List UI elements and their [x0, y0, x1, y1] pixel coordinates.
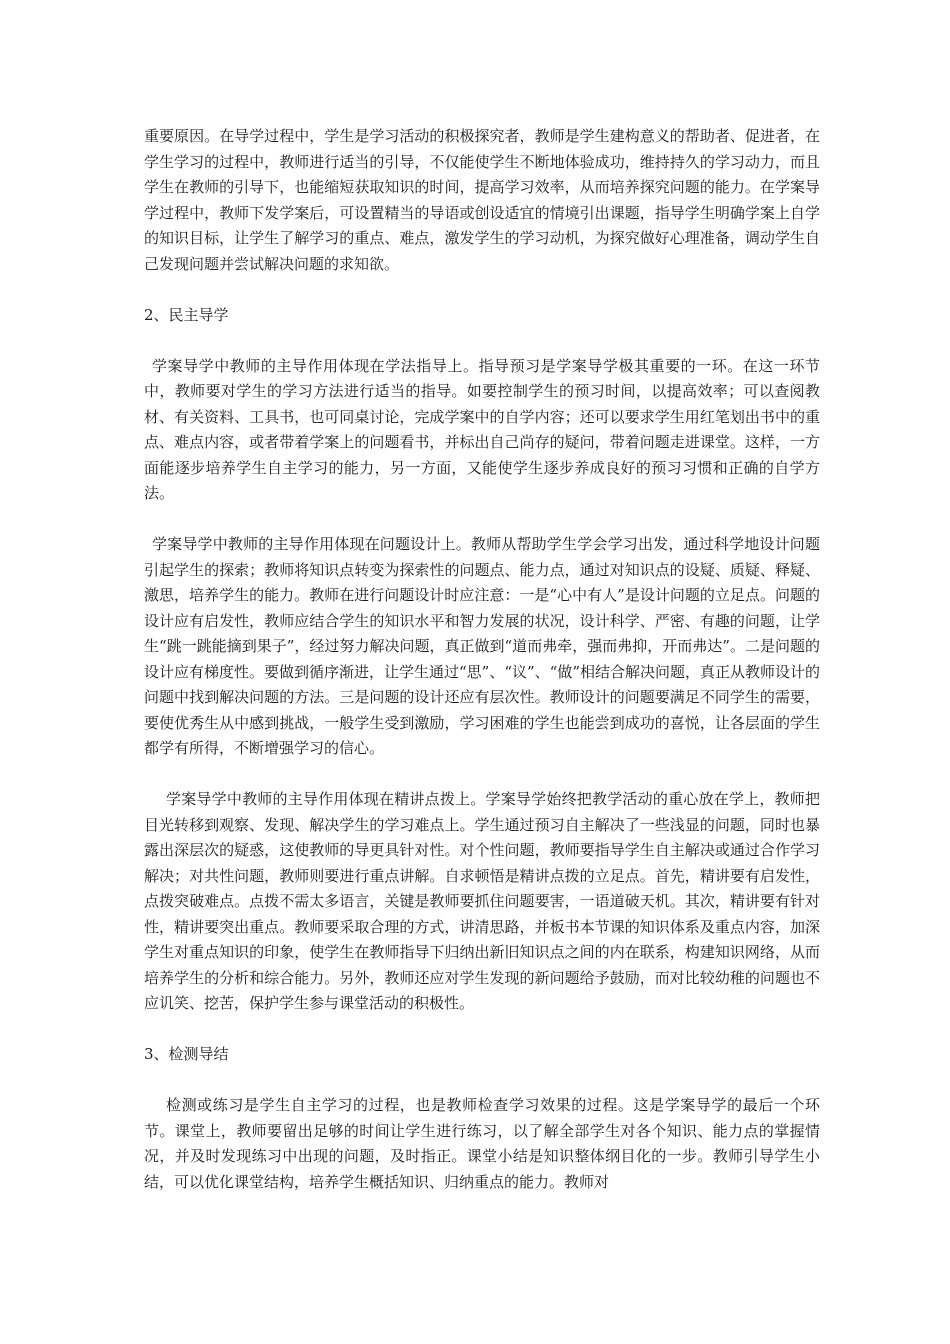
paragraph-spacer	[144, 1017, 820, 1043]
paragraph-spacer	[144, 762, 820, 788]
paragraph-spacer	[144, 277, 820, 303]
paragraph-spacer	[144, 507, 820, 533]
paragraph-4: 学案导学中教师的主导作用体现在精讲点拨上。学案导学始终把教学活动的重心放在学上，教师把目光转移到观察、发现、解决学生的学习难点上。学生通过预习自主解决了一些浅显的问题，同时也暴露出深层次的疑惑，这使教师的导更具针对性。对个性问题，教师要指导学生自主解决或通过合作学习解决；对共性问题，教师则要进行重点讲解。自求顿悟是精讲点拨的立足点。首先，精讲要有启发性，点拨突破难点。点拨不需太多语言，关键是教师要抓住问题要害，一语道破天机。其次，精讲要有针对性，精讲要突出重点。教师要采取合理的方式，讲清思路，并板书本节课的知识体系及重点内容，加深学生对重点知识的印象，使学生在教师指导下归纳出新旧知识点之间的内在联系，构建知识网络，从而培养学生的分析和综合能力。另外，教师还应对学生发现的新问题给予鼓励，而对比较幼稚的问题也不应讥笑、挖苦，保护学生参与课堂活动的积极性。	[144, 790, 820, 1012]
paragraph-spacer	[144, 328, 820, 354]
paragraph-5: 检测或练习是学生自主学习的过程，也是教师检查学习效果的过程。这是学案导学的最后一个环节。课堂上，教师要留出足够的时间让学生进行练习，以了解全部学生对各个知识、能力点的掌握情况，并及时发现练习中出现的问题，及时指正。课堂小结是知识整体纲目化的一步。教师引导学生小结，可以优化课堂结构，培养学生概括知识、归纳重点的能力。教师对	[144, 1096, 820, 1191]
section-heading-2: 2、民主导学	[144, 305, 229, 324]
paragraph-3: 学案导学中教师的主导作用体现在问题设计上。教师从帮助学生学会学习出发，通过科学地设计问题引起学生的探索；教师将知识点转变为探索性的问题点、能力点，通过对知识点的设疑、质疑、释疑、激思，培养学生的能力。教师在进行问题设计时应注意：一是“心中有人”是设计问题的立足点。问题的设计应有启发性，教师应结合学生的知识水平和智力发展的状况，设计科学、严密、有趣的问题，让学生“跳一跳能摘到果子”，经过努力解决问题，真正做到“道而弗牵，强而弗抑，开而弗达”。二是问题的设计应有梯度性。要做到循序渐进，让学生通过“思”、“议”、“做”相结合解决问题，真正从教师设计的问题中找到解决问题的方法。三是问题的设计还应有层次性。教师设计的问题要满足不同学生的需要，要使优秀生从中感到挑战，一般学生受到激励，学习困难的学生也能尝到成功的喜悦，让各层面的学生都学有所得，不断增强学习的信心。	[144, 535, 821, 757]
paragraph-2: 学案导学中教师的主导作用体现在学法指导上。指导预习是学案导学极其重要的一环。在这一环节中，教师要对学生的学习方法进行适当的指导。如要控制学生的预习时间，以提高效率；可以查阅教材、有关资料、工具书，也可同桌讨论，完成学案中的自学内容；还可以要求学生用红笔划出书中的重点、难点内容，或者带着学案上的问题看书，并标出自己尚存的疑问，带着问题走进课堂。这样，一方面能逐步培养学生自主学习的能力，另一方面，又能使学生逐步养成良好的预习习惯和正确的自学方法。	[144, 356, 820, 502]
paragraph-1: 重要原因。在导学过程中，学生是学习活动的积极探究者，教师是学生建构意义的帮助者、促进者，在学生学习的过程中，教师进行适当的引导，不仅能使学生不断地体验成功，维持持久的学习动力，而且学生在教师的引导下，也能缩短获取知识的时间，提高学习效率，从而培养探究问题的能力。在学案导学过程中，教师下发学案后，可设置精当的导语或创设适宜的情境引出课题，指导学生明确学案上自学的知识目标，让学生了解学习的重点、难点，激发学生的学习动机，为探究做好心理准备，调动学生自己发现问题并尝试解决问题的求知欲。	[144, 127, 820, 273]
section-heading-3: 3、检测导结	[144, 1045, 229, 1063]
paragraph-spacer	[144, 1068, 820, 1094]
document-page	[144, 124, 820, 1195]
